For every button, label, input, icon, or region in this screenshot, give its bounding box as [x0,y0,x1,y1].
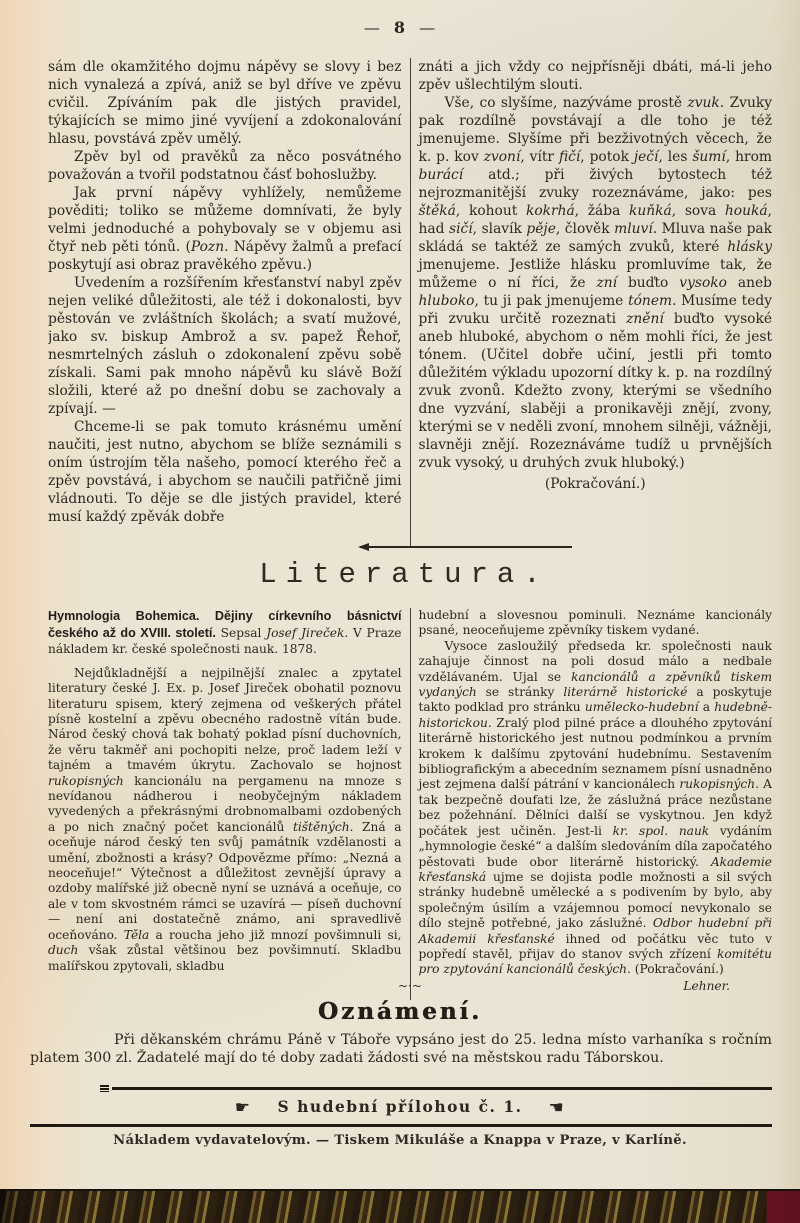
book-title-imprint: Sepsal Josef Jireček. V Praze nákladem kr. české společnosti nauk. 1878. [48,625,402,657]
literatura-left-paragraphs [48,666,402,974]
literatura-right-paragraphs [419,608,773,978]
paragraph: Vysoce zasloužilý předseda kr. společnosti nauk zahajuje činnost na poli dosud málo a nedbale vzdělávaném. Ujal se kancionálů a zpěvníků tiskem vydaných se stránky literárně historické a poskytuje takto podklad pro stránku umělecko-hudební a hudebně-historickou. Zralý plod pilné práce a dlouhého zpytování literárně historického jest nutnou podmínkou a prvním krokem k dalšímu zpytování hudebnímu. Sestavením bibliografickým a abecedním seznamem písní usnadněno jest zejmena další pátrání v kancionálech rukopisných. A tak bezpečně doufati lze, že záslužná práce nezůstane bez požehnání. Dělníci další se vyskytnou. Jen když počátek jest učiněn. Jest-li kr. spol. nauk vydáním „hymnologie české“ a dalším sledováním díla započatého pěstovati bude obor literárně historický. Akademie křesťanská ujme se dojista podle možnosti a sil svých stránky hudebně umělecké a s podivením by bylo, aby společným úsilím a vzájemnou pomocí nevykonalo se dílo stejně potřebné, jako záslužné. Odbor hudební při Akademii křesťanské ihned od počátku věc tuto v popředí stavěl, přijav do stanov svých zřízení komitétu pro zpytování kancionálů českých. (Pokračování.) [418,638,772,977]
supplement-text: S hudební přílohou č. 1. [277,1097,523,1116]
article-right-paragraphs [419,58,773,472]
pointing-hand-right-icon: ☛ [234,1098,252,1118]
paragraph: Chceme-li se pak tomuto krásnému umění naučiti, jest nutno, abychom se blíže seznámili s oním ústrojím těla našeho, pomocí kterého řeč a zpěv povstává, i abychom se naučili patřičně jimi vládnouti. To děje se dle jistých pravidel, které musí každý zpěvák dobře [48,419,402,525]
article-zpev-section [48,58,772,546]
book-review-heading [48,608,402,658]
column-divider [410,58,411,546]
article-right-column [419,58,773,546]
paragraph: Nejdůkladnější a nejpilnější znalec a zpytatel literatury české J. Ex. p. Josef Jireček obohatil poznovu literaturu spisem, který zejmena od veškerých přátel písně kostelní a zpěvu obecného radostně vítán bude. Národ český chová tak bohatý poklad písní duchovních, že věru takměř ani pochopiti nelze, proč ladem leží v tajném a tmavém úkrytu. Zachovalo se hojnost rukopisných kancionálu na pergamenu na mnoze s nevídanou nádherou i neobyčejným nákladem vyvedených a překrásnými drobnomalbami ozdobených a po nich značný počet kancionálů tištěných. Zná a oceňuje národ český ten svůj památník vzdělanosti a umění, zbožnosti a krásy? Odpovězme přímo: „Nezná a neoceňuje!“ Výtečnost a důležitost zevnější úpravy a ozdoby malířské již obecně nyní se uznává a oceňuje, co ale v tom skvostném rámci se uzavírá — píseň duchovní — není ani dostatečně známo, ani spravedlivě oceňováno. Těla a roucha jeho již mnozí povšimnuli si, duch však zůstal většinou bez povšimnutí. Skladbu malířskou zpytovali, skladbu [48,665,402,973]
literatura-left-column [48,608,402,1000]
section-end-ornament: ~·~ [398,979,422,993]
author-signature: Lehner. [683,978,730,993]
page-number-value: 8 [393,18,407,37]
paragraph: Zpěv byl od pravěků za něco posvátného považován a tvořil podstatnou čásť bohoslužby. [48,149,402,183]
book-title-bold: Hymnologia Bohemica. Dějiny církevního básnictví českého až do XVIII. století. [48,609,402,640]
paragraph: Vše, co slyšíme, nazýváme prostě zvuk. Zvuky pak rozdílně povstávají a dle toho je též jmenujeme. Slyšíme při bezživotných věcech, že k. p. kov zvoní, vítr fičí, potok ječí, les šumí, hrom burácí atd.; při živých bytostech též nejrozmanitější zvuky rozeznáváme, jako: pes štěká, kohout kokrhá, žába kuňká, sova houká, had sičí, slavík pěje, člověk mluví. Mluva naše pak skládá se taktéž ze samých zvuků, které hlásky jmenujeme. Jestliže hlásku promluvíme tak, že můžeme o ní říci, že zní buďto vysoko aneb hluboko, tu ji pak jmenujeme tónem. Musíme tedy při zvuku určitě rozeznati znění buďto vysoké aneb hluboké, abychom o něm mohli říci, že jest tónem. (Učitel dobře učiní, jestli při tomto důležitém výkladu upozorní dítky k. p. na rozdílný zvuk zvonů. Kdežto zvony, kterými se všedního dne vyzvání, slaběji a pronikavěji znějí, zvony, kterými se v neděli zvoní, mnohem silněji, vážněji, slavněji znějí. Rozeznáváme tudíž u prvnějších zvuk vysoký, u druhých zvuk hluboký.) [418,95,772,471]
paragraph: znáti a jich vždy co nejpřísněji dbáti, má-li jeho zpěv ušlechtilým slouti. [418,59,772,93]
continuation-note: (Pokračování.) [544,476,646,492]
oznameni-heading: Oznámení. [317,998,483,1025]
paragraph: sám dle okamžitého dojmu nápěvy se slovy i bez nich vynalezá a zpívá, aniž se byl dříve ve zpěvu cvičil. Zpíváním pak dle jistých pravidel, týkajících se mimo jiné vyvíjení a zdokonalování hlasu, povstává zpěv umělý. [48,59,402,147]
imprint-line: Nákladem vydavatelovým. — Tiskem Mikuláše a Knappa v Praze, v Karlíně. [113,1133,687,1148]
page-number [0,18,800,37]
pointing-hand-left-icon: ☚ [548,1098,566,1118]
paragraph: Uvedením a rozšířením křesťanství nabyl zpěv nejen veliké důležitosti, ale též i dokonalosti, byv pěstován ve zvláštních školách; a svatí mužové, jako sv. biskup Ambrož a sv. papež Řehoř, nesmrtelných zásluh o zdokonalení zpěvu sobě získali. Sami pak mnoho nápěvů ku slávě Boží složili, které až po dnešní dobu se zachovaly a zpívají. — [48,275,402,417]
article-end-rule [360,546,572,548]
page-number-dash-right: — [419,18,437,37]
paragraph: hudební a slovesnou pominuli. Neznáme kancionály psané, neoceňujeme zpěvníky tiskem vydané. [418,608,772,638]
supplement-note [0,1097,800,1117]
column-divider [410,608,411,1000]
footer-rule-bottom [30,1124,772,1127]
footer-rule-top [112,1087,772,1090]
literatura-right-column [419,608,773,1000]
literatura-section [48,608,772,1000]
article-left-column [48,58,402,546]
book-edge-strip [0,1189,800,1223]
literatura-heading: Literatura. [259,558,550,591]
page-number-dash-left: — [363,18,381,37]
announcement-text: Při děkanském chrámu Páně v Táboře vypsáno jest do 25. ledna místo varhaníka s ročním platem 300 zl. Žadatelé mají do té doby zadati žádosti své na městskou radu Táborskou. [30,1032,772,1067]
paragraph: Jak první nápěvy vyhlížely, nemůžeme pověditi; toliko se můžeme domnívati, že byly velmi jednoduché a pohybovaly se v objemu asi čtyř neb pěti tónů. (Pozn. Nápěvy žalmů a prefací poskytují asi obraz pravěkého zpěvu.) [48,185,402,273]
